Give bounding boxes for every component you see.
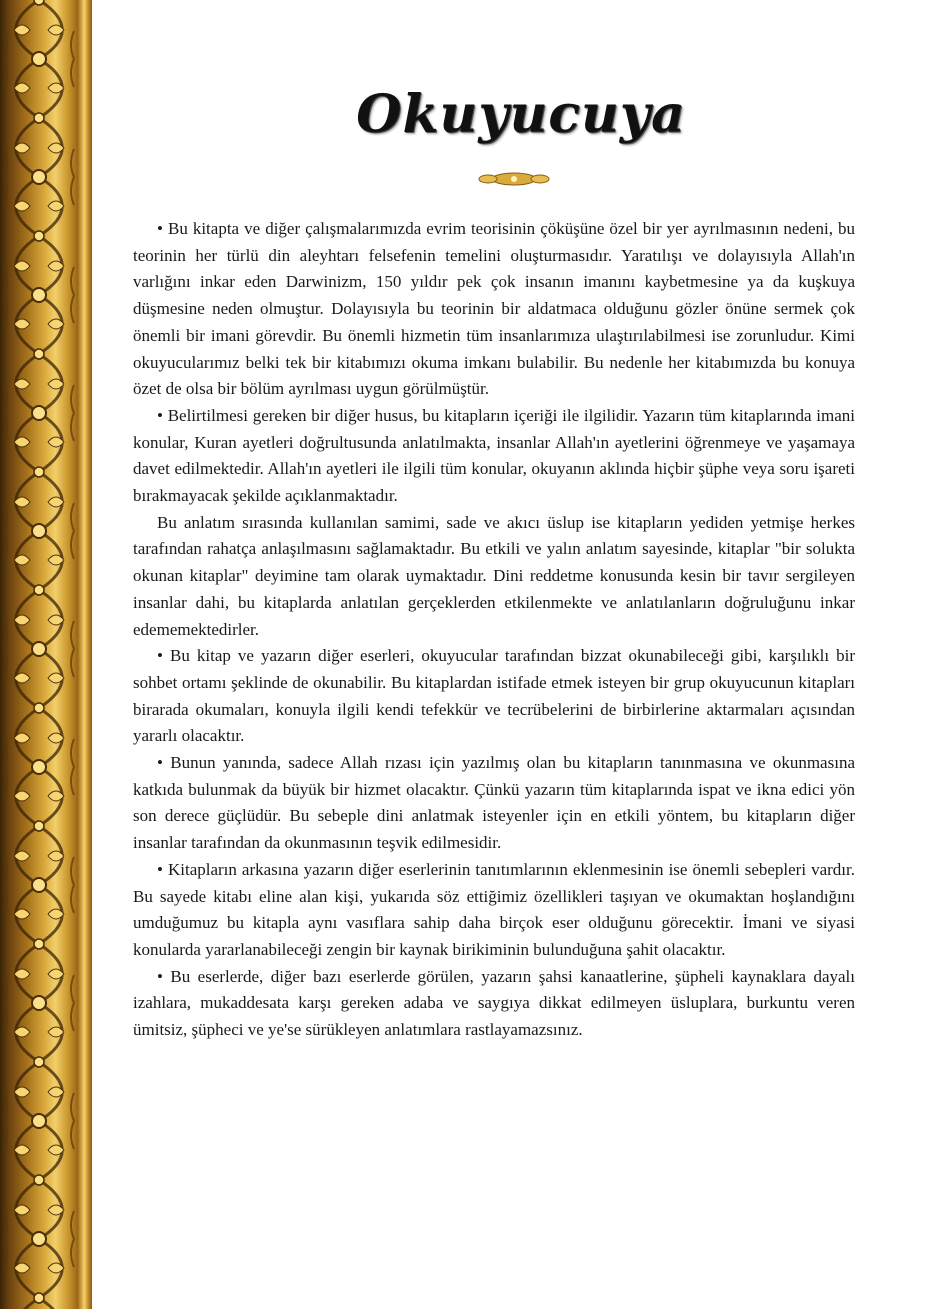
title-divider-ornament <box>406 170 622 188</box>
paragraph-style: Bu anlatım sırasında kullanılan samimi, sade ve akıcı üslup ise kitapların yediden yetmişe herkes tarafından rahatça anlaşılmasını sağlamaktadır. Bu etkili ve yalın anlatım sayesinde, kitaplar "bir solukta okunan kitaplar" deyimine tam olarak uymaktadır. Dini reddetme konusunda kesin bir tavır sergileyen insanlar dahi, bu kitaplarda anlatılan gerçeklerden etkilenmekte ve anlatılanların doğruluğunu inkar edememektedirler. <box>133 512 855 639</box>
paragraph-service: • Bunun yanında, sadece Allah rızası için yazılmış olan bu kitapların tanınmasına ve okunmasına katkıda bulunmak da büyük bir hizmet olacaktır. Çünkü yazarın tüm kitaplarında ispat ve ikna edici yön son derece güçlüdür. Bu sebeple dini anlatmak isteyenler için en etkili yöntem, bu kitapların diğer insanlar tarafından da okunmasının teşvik edilmesidir. <box>133 753 855 853</box>
border-edge-highlight <box>78 0 92 1309</box>
paragraph-content: • Belirtilmesi gereken bir diğer husus, bu kitapların içeriği ile ilgilidir. Yazarın tüm kitaplarında imani konular, Kuran ayetleri doğrultusunda anlatılmakta, insanlar Allah'ın ayetlerini öğrenmeye ve yaşamaya davet edilmektedir. Allah'ın ayetleri ile ilgili tüm konular, okuyanın aklında hiçbir şüphe veya soru işareti bırakmayacak şekilde açıklanmaktadır. <box>133 405 855 506</box>
article-body <box>133 216 855 1044</box>
decorative-gold-border <box>0 0 92 1309</box>
paragraph-no-doubt: • Bu eserlerde, diğer bazı eserlerde görülen, yazarın şahsi kanaatlerine, şüpheli kaynaklara dayalı izahlara, mukaddesata karşı gereken adaba ve saygıya dikkat edilmeyen üsluplara, burkuntu veren ümitsiz, şüpheci ve ye'se sürükleyen anlatımlara rastlayamazsınız. <box>133 966 855 1040</box>
paragraph-other-works: • Kitapların arkasına yazarın diğer eserlerinin tanıtımlarının eklenmesinin ise önemli sebepleri vardır. Bu sayede kitabı eline alan kişi, yukarıda söz ettiğimiz özellikleri taşıyan ve okumaktan hoşlandığını umduğumuz bu kitapla aynı vasıflara sahip daha birçok eser olduğunu görecektir. İmani ve siyasi konularda yararlanabileceği zengin bir kaynak birikiminin bulunduğuna şahit olacaktır. <box>133 859 855 959</box>
paragraph-group-reading: • Bu kitap ve yazarın diğer eserleri, okuyucular tarafından bizzat okunabileceği gibi, karşılıklı bir sohbet ortamı şeklinde de okunabilir. Bu kitaplardan istifade etmek isteyen bir grup okuyucunun kitapları birarada okumaları, konuyla ilgili kendi tefekkür ve tecrübelerini de birbirlerine aktarmaları açısından yararlı olacaktır. <box>133 646 855 746</box>
paragraph-evolution: • Bu kitapta ve diğer çalışmalarımızda evrim teorisinin çöküşüne özel bir yer ayrılmasının nedeni, bu teorinin her türlü din aleyhtarı felsefenin temelini oluşturmasıdır. Yaratılışı ve dolayısıyla Allah'ın varlığını inkar eden Darwinizm, 150 yıldır pek çok insanın imanını kaybetmesine ya da kuşkuya düşmesine neden olmuştur. Dolayısıyla bu teorinin bir aldatmaca olduğunu gözler önüne sermek çok önemli bir imani görevdir. Bu önemli hizmetin tüm insanlarımıza ulaştırılabilmesi ise zorunludur. Kimi okuyucularımız belki tek bir kitabımızı okuma imkanı bulabilir. Bu nedenle her kitabımızda bu konuya özet de olsa bir bölüm ayrılması uygun görülmüştür. <box>133 219 855 399</box>
page-title: Okuyucuya <box>356 84 686 145</box>
